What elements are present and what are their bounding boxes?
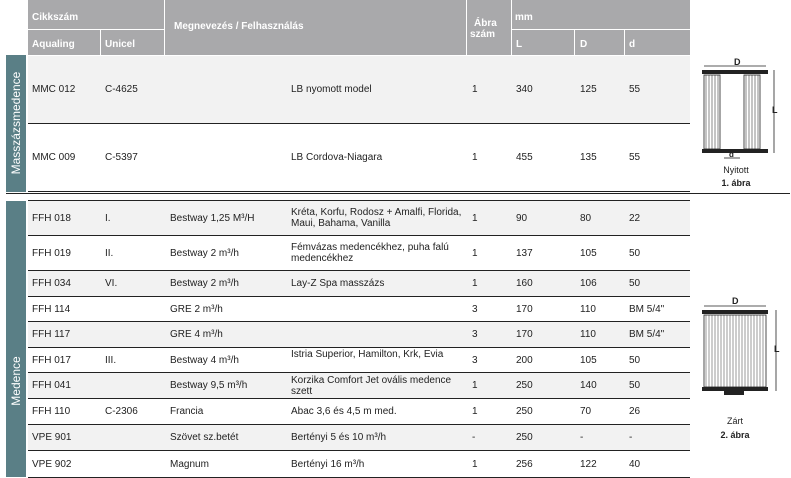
cell-aqualing: FFH 017 bbox=[32, 355, 71, 366]
cell-abra: 1 bbox=[472, 278, 478, 289]
cell-d: 40 bbox=[629, 459, 641, 470]
cell-D: 105 bbox=[580, 355, 597, 366]
cell-D: 106 bbox=[580, 278, 597, 289]
fig1-caption: Nyitott bbox=[723, 165, 749, 175]
cell-nev: GRE 2 m³/h bbox=[170, 304, 223, 315]
cell-nev: Szövet sz.betét bbox=[170, 432, 239, 443]
cell-L: 200 bbox=[516, 355, 533, 366]
header-L: L bbox=[516, 39, 523, 50]
cell-abra: 1 bbox=[472, 248, 478, 259]
cell-L: 250 bbox=[516, 380, 533, 391]
cell-d: 22 bbox=[629, 213, 641, 224]
cell-nev: Bestway 1,25 M³/H bbox=[170, 213, 255, 224]
cell-unicel: C-4625 bbox=[105, 84, 138, 95]
header-abra-1: Ábra bbox=[474, 18, 497, 29]
fig2-caption: Zárt bbox=[726, 416, 743, 426]
cell-aqualing: VPE 901 bbox=[32, 432, 72, 443]
cell-abra: - bbox=[472, 432, 476, 443]
cell-aqualing: VPE 902 bbox=[32, 459, 72, 470]
cell-L: 137 bbox=[516, 248, 533, 259]
cell-d: 50 bbox=[629, 355, 641, 366]
cell-L: 340 bbox=[516, 84, 533, 95]
cell-D: 110 bbox=[580, 304, 596, 315]
header-d: d bbox=[629, 39, 636, 50]
cell-use: Istria Superior, Hamilton, Krk, Evia bbox=[291, 349, 444, 360]
cell-abra: 1 bbox=[472, 152, 478, 163]
cell-use: LB Cordova-Niagara bbox=[291, 152, 383, 163]
cell-abra: 1 bbox=[472, 380, 478, 391]
fig1-number: 1. ábra bbox=[721, 178, 751, 188]
cell-aqualing: FFH 041 bbox=[32, 380, 71, 391]
cell-L: 455 bbox=[516, 152, 533, 163]
cell-D: 140 bbox=[580, 380, 597, 391]
cell-L: 170 bbox=[516, 329, 533, 340]
cell-aqualing: FFH 018 bbox=[32, 213, 71, 224]
cell-unicel: C-5397 bbox=[105, 152, 138, 163]
cell-use: Bertényi 5 és 10 m³/h bbox=[291, 432, 387, 443]
cell-D: 122 bbox=[580, 459, 597, 470]
fig1-dim-D: D bbox=[734, 57, 741, 67]
fig1-dim-L: L bbox=[772, 105, 778, 115]
fig1-dim-d: d bbox=[729, 150, 734, 159]
fig2-number: 2. ábra bbox=[720, 430, 750, 440]
cell-L: 250 bbox=[516, 406, 533, 417]
cell-use: Kréta, Korfu, Rodosz + Amalfi, Florida, Maui, Bahama, Vanilla bbox=[291, 207, 462, 229]
cell-d: 55 bbox=[629, 152, 641, 163]
cell-nev: Magnum bbox=[170, 459, 209, 470]
cell-abra: 1 bbox=[472, 459, 478, 470]
cell-use: Abac 3,6 és 4,5 m med. bbox=[291, 406, 397, 417]
cell-abra: 3 bbox=[472, 355, 478, 366]
cell-aqualing: FFH 117 bbox=[32, 329, 71, 340]
cell-nev: Bestway 2 m³/h bbox=[170, 248, 239, 259]
cell-D: 125 bbox=[580, 84, 597, 95]
header-cikkszam: Cikkszám bbox=[32, 12, 79, 23]
cell-d: 26 bbox=[629, 406, 641, 417]
cell-L: 250 bbox=[516, 432, 533, 443]
cell-aqualing: FFH 110 bbox=[32, 406, 71, 417]
header-aqualing: Aqualing bbox=[32, 39, 75, 50]
cell-d: BM 5/4" bbox=[629, 304, 665, 315]
cell-aqualing: MMC 009 bbox=[32, 152, 76, 163]
cell-use: Fémvázas medencékhez, puha falú medencékhez bbox=[291, 242, 449, 264]
cell-abra: 3 bbox=[472, 329, 478, 340]
cell-L: 160 bbox=[516, 278, 533, 289]
cell-unicel: II. bbox=[105, 248, 114, 259]
cell-nev: Bestway 9,5 m³/h bbox=[170, 380, 248, 391]
cell-use: LB nyomott model bbox=[291, 84, 372, 95]
table-header bbox=[28, 0, 690, 55]
cell-aqualing: FFH 019 bbox=[32, 248, 71, 259]
cell-d: - bbox=[629, 432, 633, 443]
cell-abra: 1 bbox=[472, 406, 478, 417]
cell-unicel: VI. bbox=[105, 278, 118, 289]
section-label-masszazs: Masszázsmedence bbox=[9, 71, 23, 175]
fig2-dim-D: D bbox=[732, 296, 739, 306]
cell-D: - bbox=[580, 432, 584, 443]
cell-D: 105 bbox=[580, 248, 597, 259]
cell-unicel: III. bbox=[105, 355, 117, 366]
cell-use: Korzika Comfort Jet ovális medence szett bbox=[291, 375, 452, 397]
cell-nev: Bestway 2 m³/h bbox=[170, 278, 239, 289]
cell-D: 80 bbox=[580, 213, 592, 224]
cell-aqualing: MMC 012 bbox=[32, 84, 76, 95]
header-megnevezes: Megnevezés / Felhasználás bbox=[174, 21, 304, 32]
cell-L: 170 bbox=[516, 304, 533, 315]
header-D: D bbox=[580, 39, 588, 50]
cell-d: 55 bbox=[629, 84, 641, 95]
section-label-medence: Medence bbox=[9, 356, 23, 406]
cell-D: 70 bbox=[580, 406, 592, 417]
cell-D: 110 bbox=[580, 329, 596, 340]
cell-D: 135 bbox=[580, 152, 597, 163]
cell-L: 90 bbox=[516, 213, 528, 224]
cell-L: 256 bbox=[516, 459, 533, 470]
cell-unicel: I. bbox=[105, 213, 111, 224]
cell-d: BM 5/4" bbox=[629, 329, 665, 340]
cell-aqualing: FFH 114 bbox=[32, 304, 71, 315]
cell-abra: 1 bbox=[472, 84, 478, 95]
cell-abra: 3 bbox=[472, 304, 478, 315]
cell-abra: 1 bbox=[472, 213, 478, 224]
header-unicel: Unicel bbox=[105, 39, 136, 50]
cell-use: Lay-Z Spa masszázs bbox=[291, 278, 385, 289]
cell-d: 50 bbox=[629, 248, 641, 259]
cell-use: Bertényi 16 m³/h bbox=[291, 459, 365, 470]
cell-nev: Francia bbox=[170, 406, 204, 417]
header-abra-2: szám bbox=[470, 29, 496, 40]
cell-d: 50 bbox=[629, 380, 641, 391]
cell-nev: GRE 4 m³/h bbox=[170, 329, 223, 340]
cell-unicel: C-2306 bbox=[105, 406, 138, 417]
figure-2-closed-filter bbox=[694, 292, 788, 410]
header-mm: mm bbox=[515, 12, 533, 23]
fig2-dim-L: L bbox=[774, 344, 780, 354]
cell-nev: Bestway 4 m³/h bbox=[170, 355, 239, 366]
cell-d: 50 bbox=[629, 278, 641, 289]
cell-aqualing: FFH 034 bbox=[32, 278, 71, 289]
